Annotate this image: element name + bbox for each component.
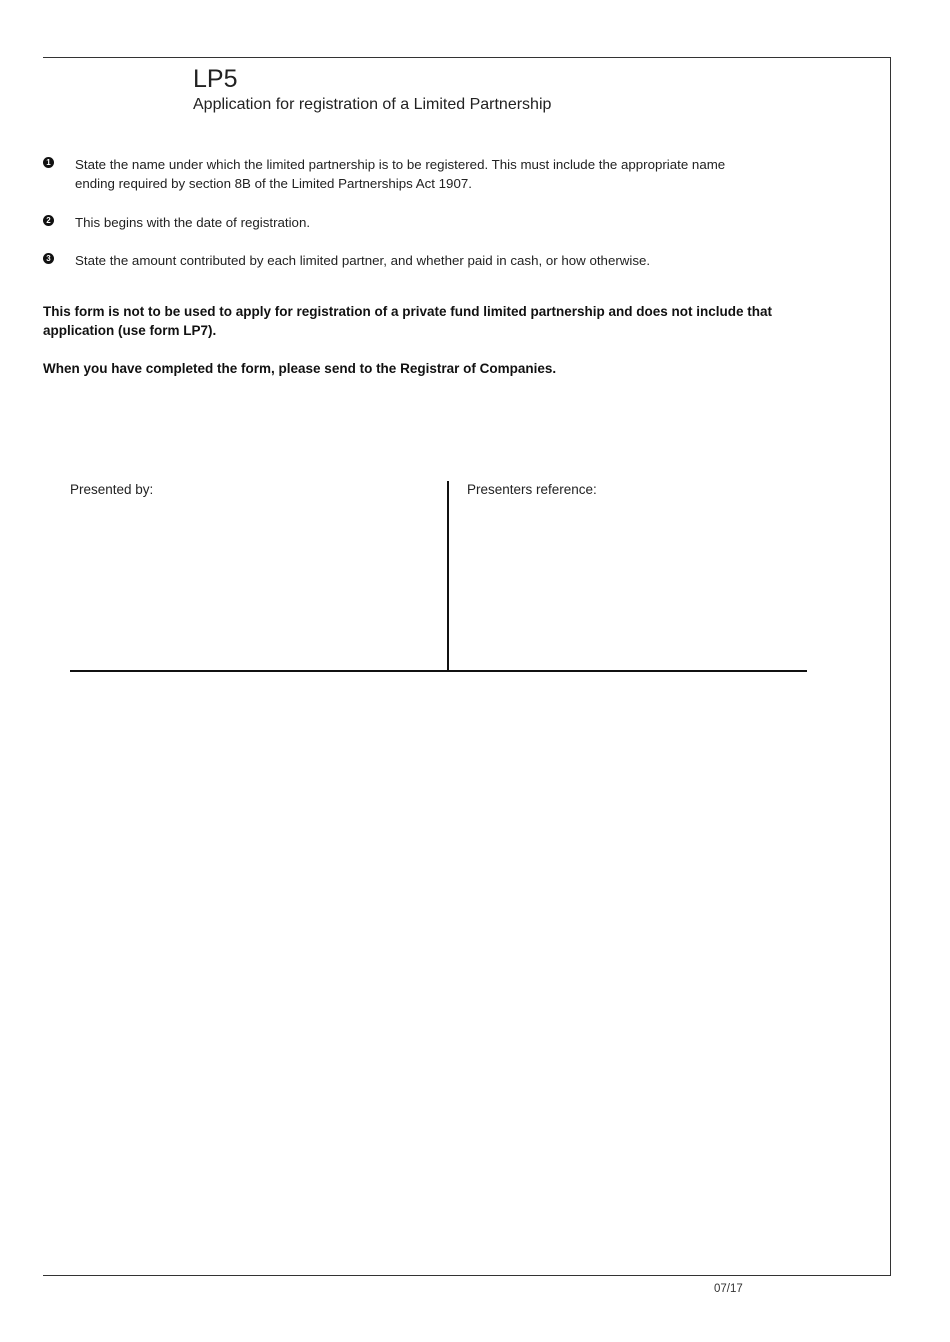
form-title: Application for registration of a Limited Partnership	[193, 96, 552, 113]
note-number-2-icon: 2	[43, 215, 54, 226]
presenter-box	[70, 481, 807, 672]
note-2	[43, 213, 763, 233]
note-3-text: State the amount contributed by each limited partner, and whether paid in cash, or how otherwise.	[75, 253, 651, 268]
send-instruction: When you have completed the form, please send to the Registrar of Companies.	[43, 361, 557, 376]
presenters-reference-label: Presenters reference:	[467, 482, 597, 497]
pflp-instruction: This form is not to be used to apply for registration of a private fund limited partnership and does not include that application (use form LP7).	[43, 304, 773, 338]
note-number-3-icon: 3	[43, 253, 54, 264]
form-code: LP5	[193, 65, 238, 93]
note-3	[43, 251, 763, 271]
form-version: 07/17	[714, 1283, 743, 1295]
note-1-text: State the name under which the limited partnership is to be registered. This must include the appropriate name ending required by section 8B of the Limited Partnerships Act 1907.	[75, 157, 726, 191]
note-1	[43, 155, 763, 195]
note-2-text: This begins with the date of registration.	[75, 215, 311, 230]
presenter-divider	[447, 481, 449, 672]
note-number-1-icon: 1	[43, 157, 54, 168]
presented-by-label: Presented by:	[70, 482, 154, 497]
